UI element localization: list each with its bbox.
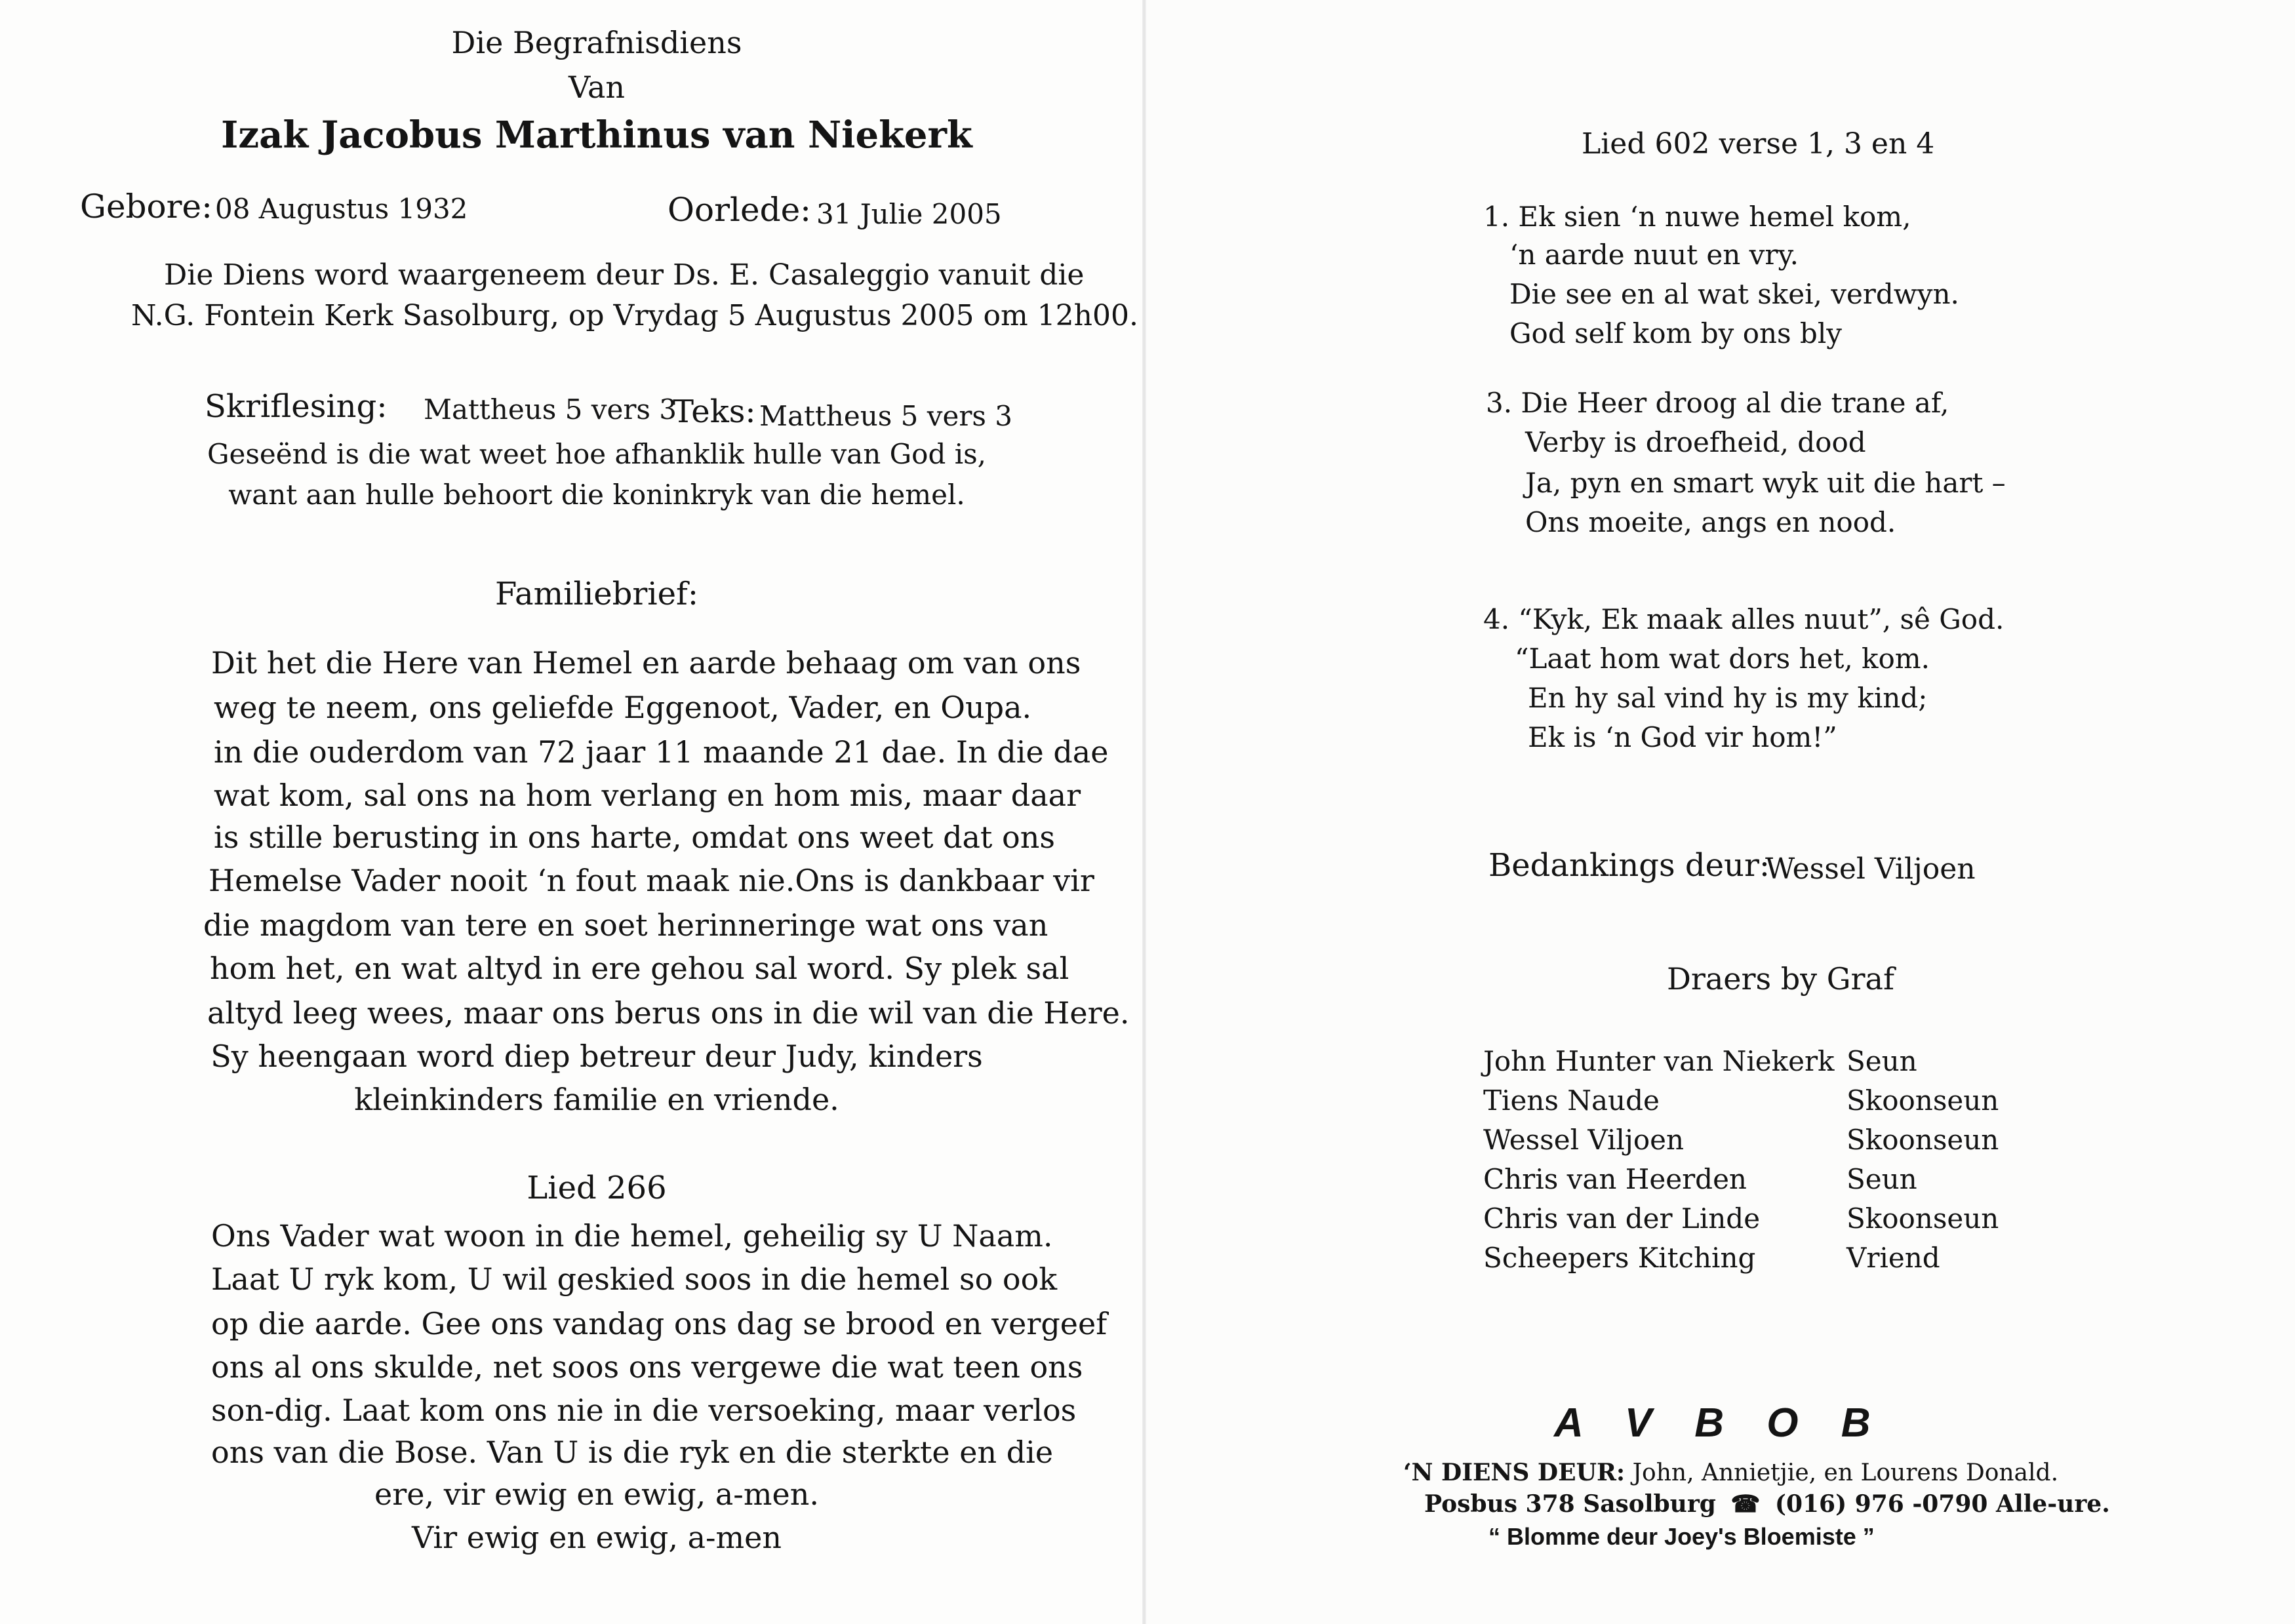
service-by-label: ‘N DIENS DEUR: [1403, 1459, 1626, 1486]
bearer-relation: Skoonseun [1846, 1084, 1999, 1117]
hymn-line: ons van die Bose. Van U is die ryk en die sterkte en die [211, 1435, 1054, 1470]
hymn-line: Vir ewig en ewig, a-men [411, 1520, 782, 1555]
hymn-line: op die aarde. Gee ons vandag ons dag se brood en vergeef [211, 1306, 1108, 1341]
family-line: die magdom van tere en soet herinneringe wat ons van [203, 907, 1048, 943]
bearer-relation: Skoonseun [1846, 1202, 1999, 1235]
verse4-line: “Laat hom wat dors het, kom. [1515, 643, 1930, 675]
heading-van: Van [568, 69, 626, 105]
verse4-line: En hy sal vind hy is my kind; [1528, 682, 1928, 714]
hymn-line: ere, vir ewig en ewig, a-men. [374, 1476, 819, 1512]
bearer-row [1483, 1163, 2073, 1200]
contact-line [1424, 1492, 2110, 1516]
family-line: Dit het die Here van Hemel en aarde behaag om van ons [211, 645, 1081, 681]
bearer-relation: Seun [1846, 1163, 1917, 1195]
verse-line-2: want aan hulle behoort die koninkryk van die hemel. [228, 479, 965, 511]
hymn-line: Laat U ryk kom, U wil geskied soos in die hemel so ook [211, 1261, 1058, 1297]
verse-line-1: Geseënd is die wat weet hoe afhanklik hulle van God is, [207, 438, 987, 470]
family-line: weg te neem, ons geliefde Eggenoot, Vader, en Oupa. [214, 690, 1032, 725]
bearer-row [1483, 1124, 2073, 1160]
verse1-line: Die see en al wat skei, verdwyn. [1509, 278, 1959, 310]
verse3-line: Ons moeite, angs en nood. [1525, 506, 1896, 538]
family-line: hom het, en wat altyd in ere gehou sal word. Sy plek sal [210, 951, 1069, 986]
family-line: kleinkinders familie en vriende. [354, 1082, 839, 1117]
bearer-name: Scheepers Kitching [1483, 1242, 1756, 1274]
verse4-line: 4. “Kyk, Ek maak alles nuut”, sê God. [1483, 603, 2005, 635]
verse1-line: 1. Ek sien ‘n nuwe hemel kom, [1483, 201, 1911, 233]
verse1-line: God self kom by ons bly [1509, 317, 1842, 349]
family-line: Sy heengaan word diep betreur deur Judy, kinders [210, 1039, 983, 1074]
hymn-line: Ons Vader wat woon in die hemel, geheilig sy U Naam. [211, 1218, 1053, 1254]
florist-line: “ Blomme deur Joey's Bloemiste ” [1488, 1523, 1875, 1550]
bearers-heading: Draers by Graf [1667, 961, 1894, 997]
telephone-icon: ☎ [1730, 1490, 1761, 1518]
page-fold [1142, 0, 1146, 1624]
postal-address: Posbus 378 Sasolburg [1424, 1490, 1716, 1518]
service-by-names: John, Annietjie, en Lourens Donald. [1632, 1459, 2059, 1486]
hymn-266-heading: Lied 266 [527, 1170, 667, 1206]
text-label: Teks: [673, 393, 756, 430]
verse4-line: Ek is ‘n God vir hom!” [1528, 721, 1837, 753]
died-label: Oorlede: [668, 191, 812, 229]
bearer-name: John Hunter van Niekerk [1483, 1045, 1835, 1077]
reading-label: Skriflesing: [205, 388, 388, 425]
deceased-name: Izak Jacobus Marthinus van Niekerk [221, 113, 972, 157]
family-heading: Familiebrief: [494, 576, 698, 612]
hymn-line: son-dig. Laat kom ons nie in die versoeking, maar verlos [211, 1393, 1077, 1428]
verse3-line: 3. Die Heer droog al die trane af, [1486, 387, 1949, 419]
born-date: 08 Augustus 1932 [215, 193, 468, 225]
reading-ref: Mattheus 5 vers 3 [424, 393, 677, 426]
family-line: Hemelse Vader nooit ‘n fout maak nie.Ons is dankbaar vir [209, 863, 1094, 898]
bearer-row [1483, 1242, 2073, 1278]
verse3-line: Verby is droefheid, dood [1525, 426, 1866, 458]
family-line: altyd leeg wees, maar ons berus ons in die wil van die Here. [207, 995, 1130, 1031]
bearer-name: Tiens Naude [1483, 1084, 1660, 1117]
heading-title: Die Begrafnisdiens [451, 25, 742, 60]
bearer-name: Chris van der Linde [1483, 1202, 1761, 1235]
born-label: Gebore: [80, 188, 212, 226]
avbob-logo: A V B O B [1554, 1400, 1886, 1446]
hymn-line: ons al ons skulde, net soos ons vergewe die wat teen ons [211, 1349, 1083, 1385]
bearer-row [1483, 1045, 2073, 1082]
verse3-line: Ja, pyn en smart wyk uit die hart – [1525, 467, 2006, 499]
thanks-name: Wessel Viljoen [1765, 852, 1976, 886]
thanks-label: Bedankings deur: [1488, 847, 1770, 884]
service-line-1: Die Diens word waargeneem deur Ds. E. Casaleggio vanuit die [164, 258, 1085, 292]
hymn-602-heading: Lied 602 verse 1, 3 en 4 [1582, 127, 1935, 161]
bearer-relation: Seun [1846, 1045, 1917, 1077]
service-line-2: N.G. Fontein Kerk Sasolburg, op Vrydag 5 Augustus 2005 om 12h00. [131, 299, 1138, 332]
service-by-line [1403, 1461, 2058, 1485]
died-date: 31 Julie 2005 [816, 198, 1002, 230]
verse1-line: ‘n aarde nuut en vry. [1509, 239, 1799, 271]
bearer-name: Wessel Viljoen [1483, 1124, 1685, 1156]
bearer-relation: Skoonseun [1846, 1124, 1999, 1156]
family-line: wat kom, sal ons na hom verlang en hom mis, maar daar [214, 778, 1081, 813]
phone-number: (016) 976 -0790 Alle-ure. [1774, 1490, 2110, 1518]
text-ref: Mattheus 5 vers 3 [759, 400, 1013, 432]
family-line: is stille berusting in ons harte, omdat ons weet dat ons [214, 820, 1055, 855]
bearer-row [1483, 1202, 2073, 1239]
bearer-name: Chris van Heerden [1483, 1163, 1747, 1195]
family-line: in die ouderdom van 72 jaar 11 maande 21 dae. In die dae [214, 734, 1109, 770]
bearer-row [1483, 1084, 2073, 1121]
bearer-relation: Vriend [1846, 1242, 1940, 1274]
